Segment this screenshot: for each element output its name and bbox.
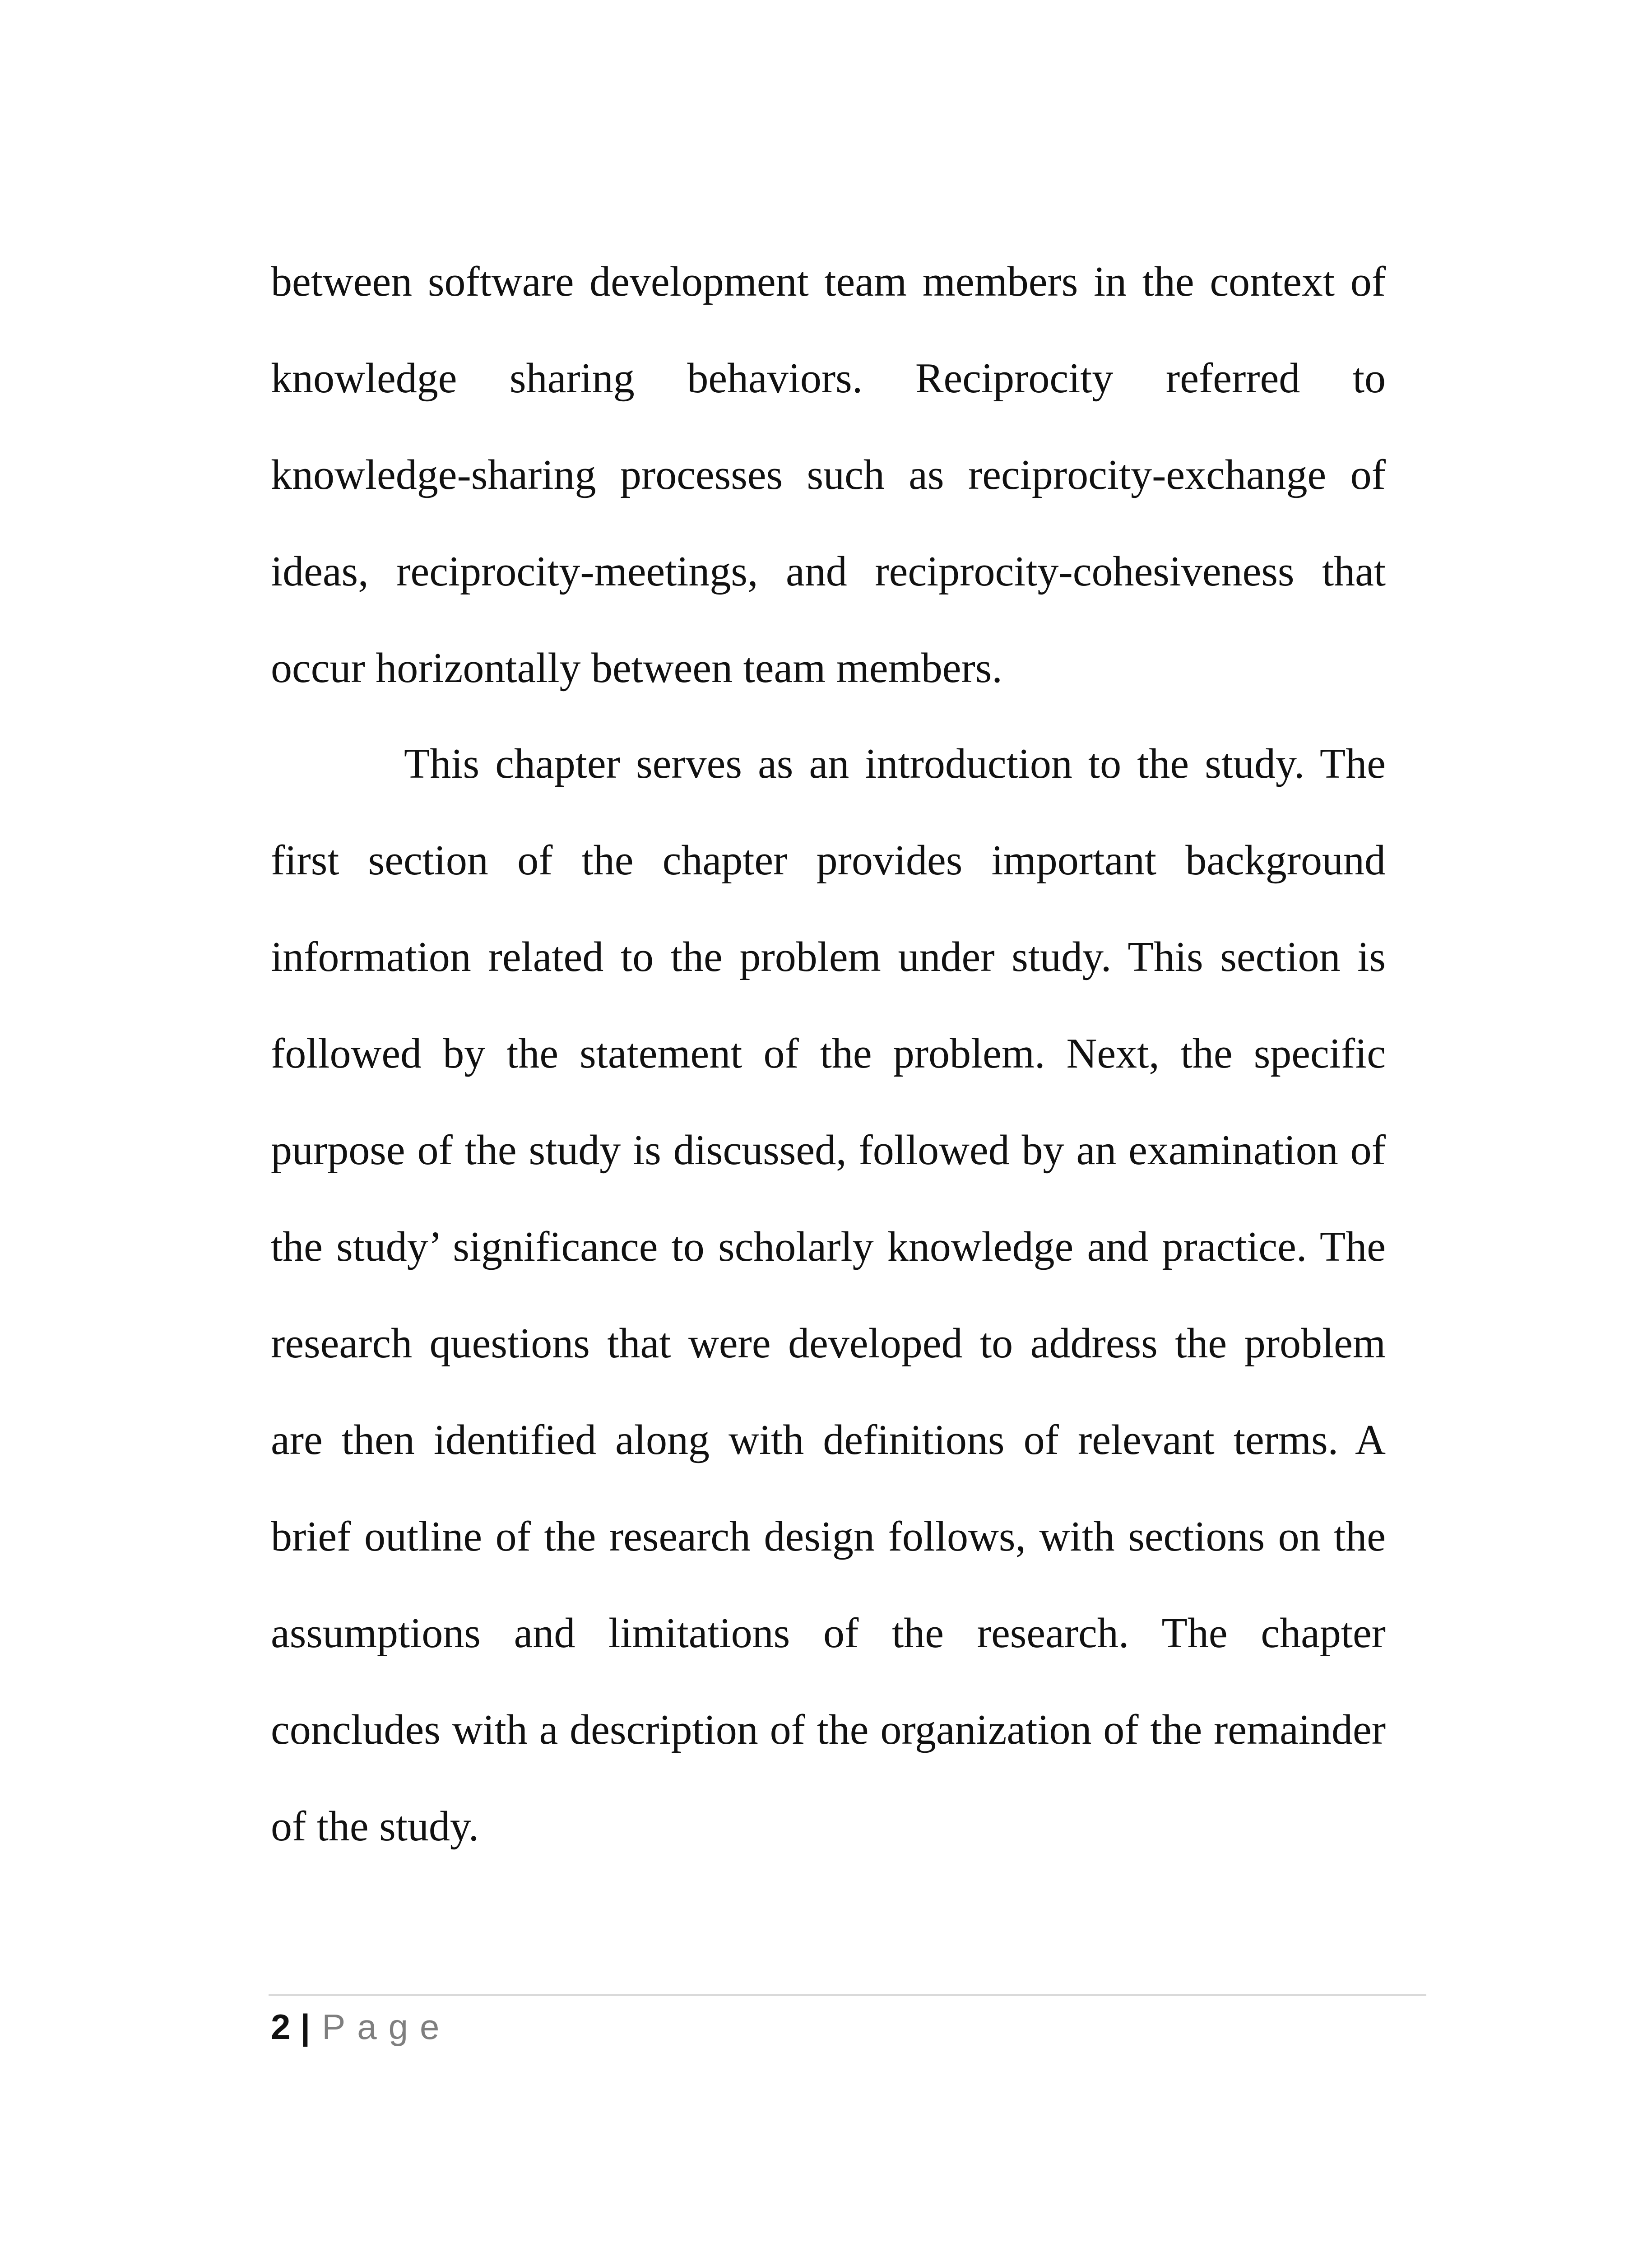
page-number: 2 (271, 2007, 291, 2047)
body-paragraph-continuation: between software development team members in the context of knowledge sharing behaviors. Reciprocity referred to knowledge-sharing processes such as reciprocity-exchange of ideas, reciprocity-meetings, and reciprocity-cohesiveness that occur horizontally between team members. (271, 258, 1386, 692)
page-footer (271, 2000, 451, 2054)
body-paragraph-chapter-overview: This chapter serves as an introduction to the study. The first section of the chapter provides important background information related to the problem under study. This section is followed by the statement of the problem. Next, the specific purpose of the study is discussed, followed by an examination of the study’ significance to scholarly knowledge and practice. The research questions that were developed to address the problem are then identified along with definitions of relevant terms. A brief outline of the research design follows, with sections on the assumptions and limitations of the research. The chapter concludes with a description of the organization of the remainder of the study. (271, 740, 1386, 1850)
page-label: Page (322, 2007, 451, 2047)
footer-divider (269, 1994, 1426, 1996)
footer-separator: | (300, 2007, 311, 2047)
